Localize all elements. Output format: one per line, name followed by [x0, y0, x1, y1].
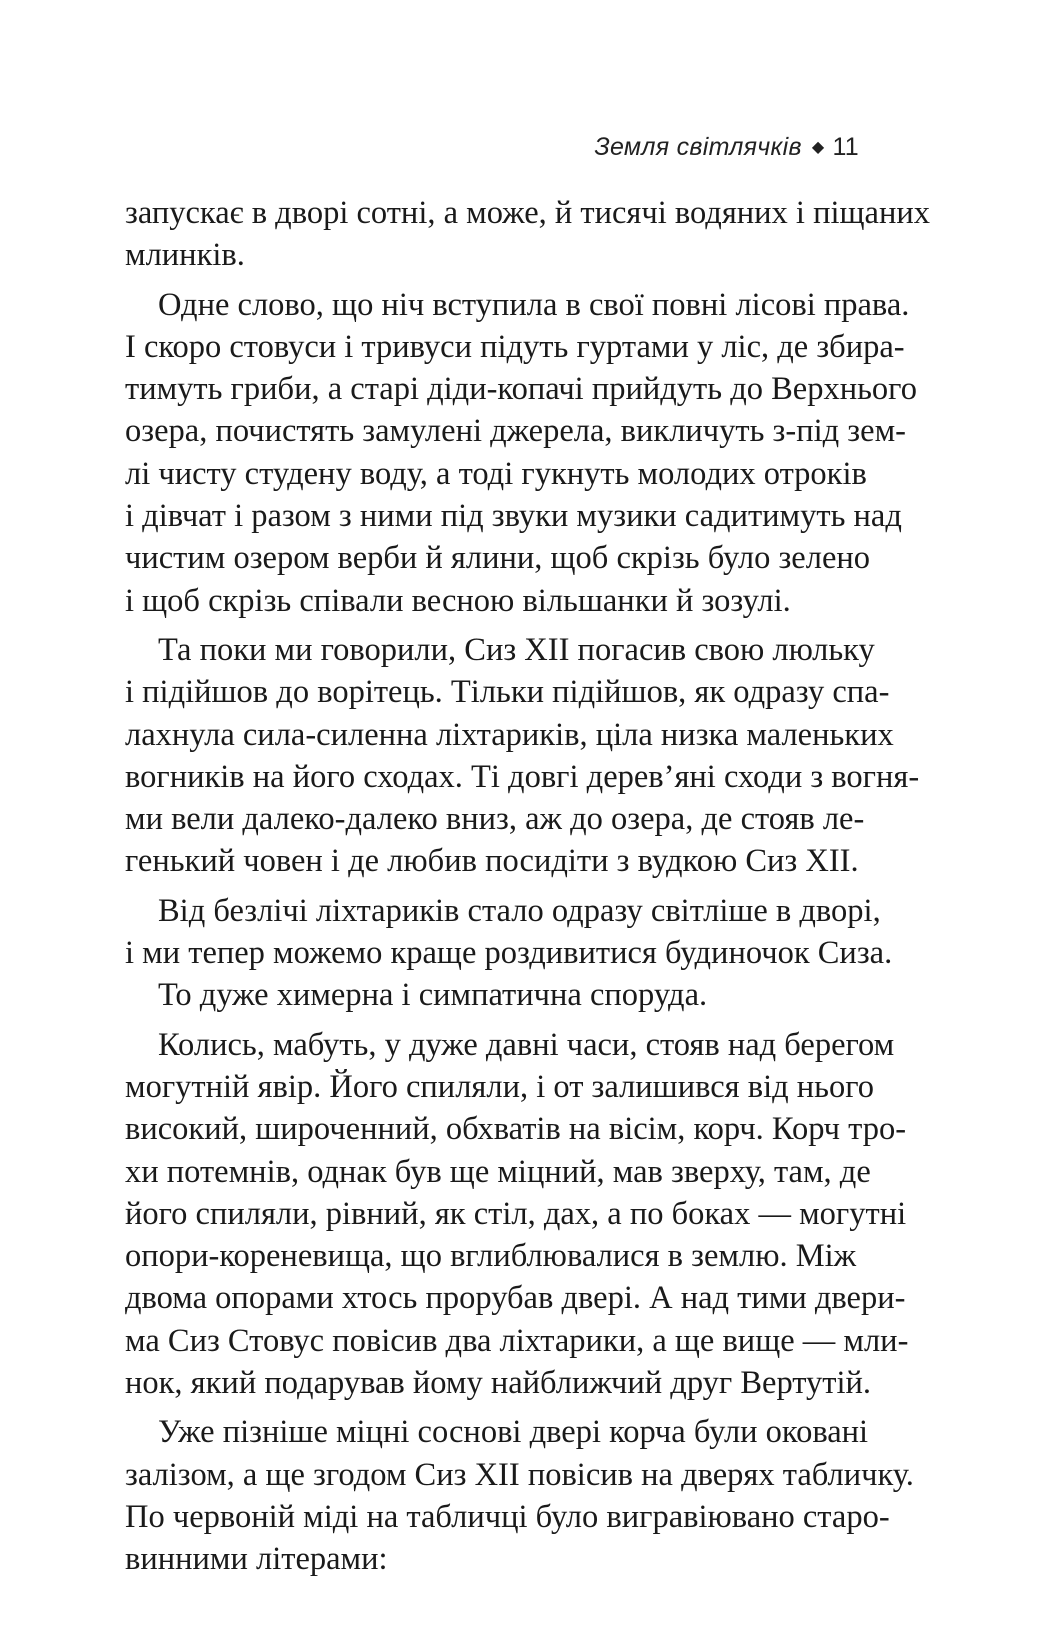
text-line: залізом, а ще згодом Сиз ХІІ повісив на дверях табличку.	[125, 1456, 914, 1493]
text-line: чистим озером верби й ялини, щоб скрізь було зелено	[125, 540, 871, 577]
text-line: хи потемнів, однак був ще міцний, мав зверху, там, де	[125, 1153, 871, 1190]
text-line: ми вели далеко-далеко вниз, аж до озера, де стояв ле-	[125, 801, 865, 838]
paragraph	[125, 890, 893, 975]
diamond-separator-icon: ◆	[811, 139, 825, 156]
text-line: могутній явір. Його спиляли, і от залишився від нього	[125, 1068, 875, 1105]
text-line: і дівчат і разом з ними під звуки музики садитимуть над	[125, 498, 902, 535]
page-number: 11	[832, 133, 859, 161]
paragraph	[125, 1411, 914, 1580]
text-line: і підійшов до ворітець. Тільки підійшов, як одразу спа-	[125, 674, 890, 711]
paragraph-spacer	[125, 622, 836, 629]
paragraph-spacer	[125, 883, 836, 890]
text-line: Та поки ми говорили, Сиз ХІІ погасив свою люльку	[158, 631, 875, 668]
text-line: вогників на його сходах. Ті довгі дерев’яні сходи з вогня-	[125, 758, 920, 795]
book-title: Земля світлячків	[594, 133, 802, 161]
body-text	[125, 192, 930, 1581]
text-line: І скоро стовуси і тривуси підуть гуртами у ліс, де збира-	[125, 328, 905, 365]
text-line: запускає в дворі сотні, а може, й тисячі водяних і піщаних	[125, 195, 930, 231]
text-line: ма Сиз Стовус повісив два ліхтарики, а ще вище — мли-	[125, 1322, 909, 1359]
text-line: опори-кореневища, що вглиблювалися в землю. Між	[125, 1238, 857, 1275]
paragraph-spacer	[125, 1404, 836, 1411]
paragraph	[125, 974, 836, 1016]
text-line: лі чисту студену воду, а тоді гукнуть молодих отроків	[125, 455, 867, 492]
text-line: і щоб скрізь співали весною вільшанки й зозулі.	[125, 582, 791, 619]
text-line: Одне слово, що ніч вступила в свої повні лісові права.	[158, 286, 910, 323]
text-line: тимуть гриби, а старі діди-копачі прийдуть до Верхнього	[125, 371, 917, 408]
text-line: Колись, мабуть, у дуже давні часи, стояв над берегом	[158, 1026, 895, 1063]
text-line: нок, який подарував йому найближчий друг Вертутій.	[125, 1365, 872, 1402]
text-line: озера, почистять замулені джерела, викличуть з-під зем-	[125, 413, 906, 450]
text-line: двома опорами хтось прорубав двері. А над тими двери-	[125, 1280, 906, 1317]
text-line: лахнула сила-силенна ліхтариків, ціла низка маленьких	[125, 716, 894, 753]
text-line: По червоній міді на табличці було вигравіювано старо-	[125, 1498, 890, 1535]
text-line: генький човен і де любив посидіти з вудкою Сиз ХІІ.	[125, 843, 859, 880]
paragraph	[125, 1024, 909, 1405]
text-line: винними літерами:	[125, 1541, 388, 1578]
running-head	[594, 133, 859, 162]
paragraph	[125, 284, 917, 622]
paragraph-continued	[125, 192, 930, 277]
paragraph-spacer	[125, 277, 836, 284]
text-line: його спиляли, рівний, як стіл, дах, а по боках — могутні	[125, 1195, 907, 1232]
paragraph	[125, 629, 920, 883]
text-line: То дуже химерна і симпатична споруда.	[158, 977, 708, 1014]
text-line: високий, широченний, обхватів на вісім, корч. Корч тро-	[125, 1111, 907, 1148]
text-line: млинків.	[125, 237, 245, 274]
text-line: і ми тепер можемо краще роздивитися будиночок Сиза.	[125, 935, 893, 972]
text-line: Уже пізніше міцні соснові двері корча були оковані	[158, 1414, 869, 1451]
paragraph-spacer	[125, 1017, 836, 1024]
text-line: Від безлічі ліхтариків стало одразу світліше в дворі,	[158, 892, 881, 929]
